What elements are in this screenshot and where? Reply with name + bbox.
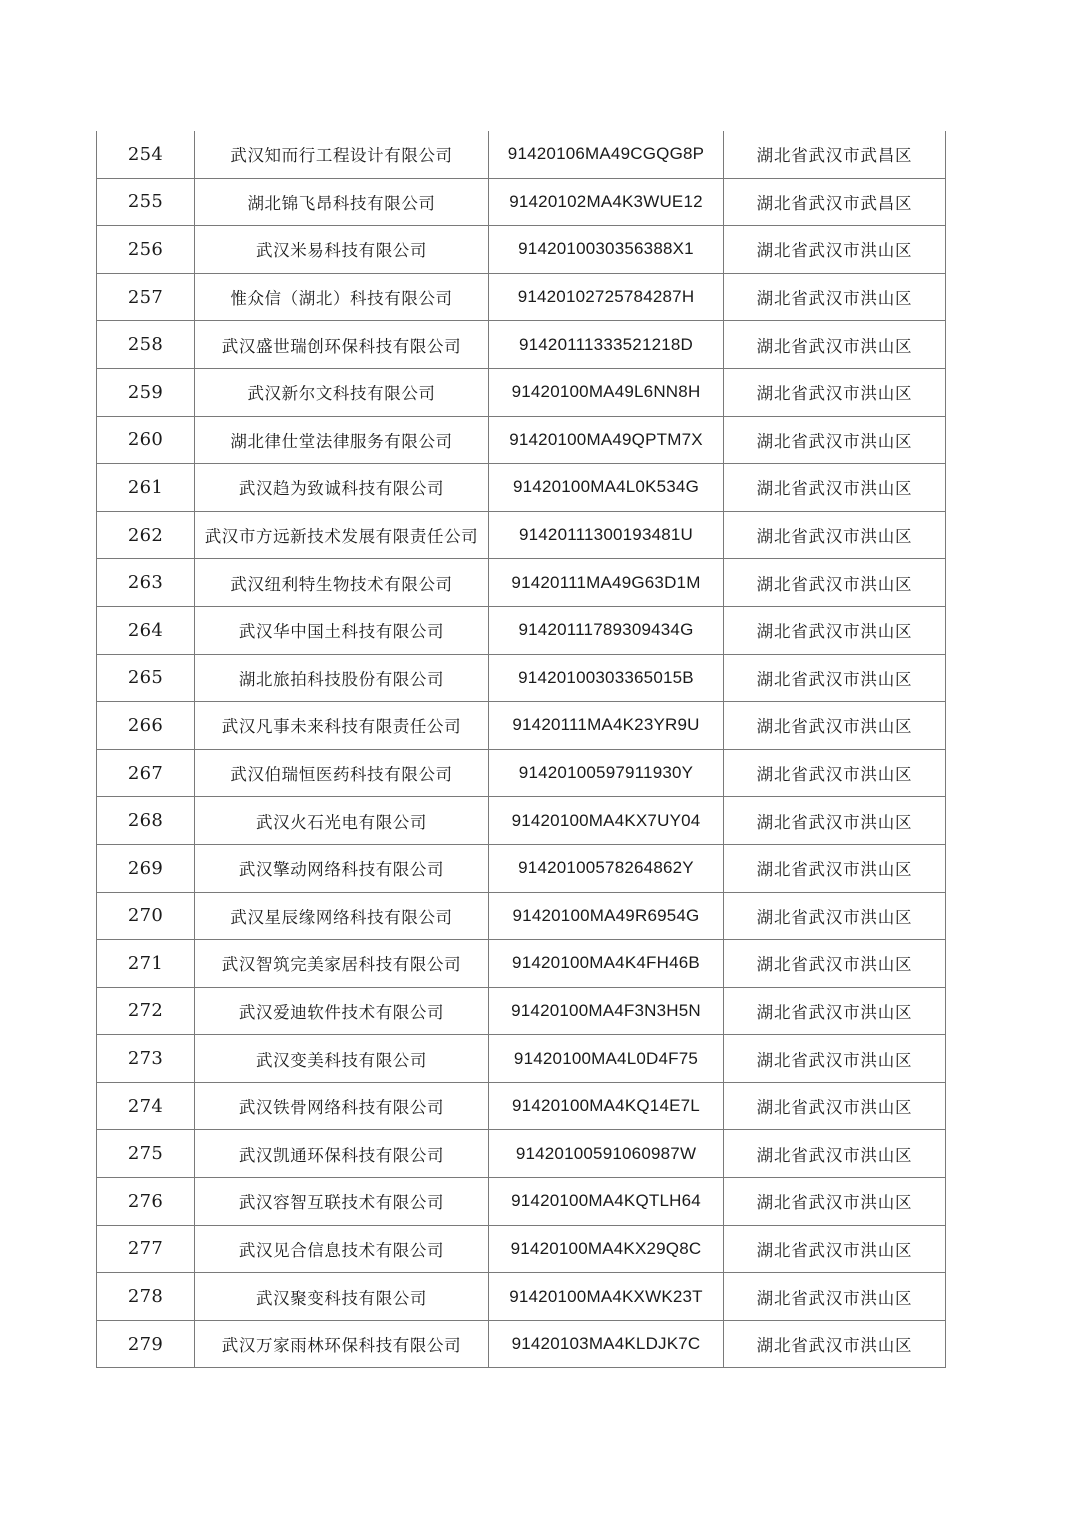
credit-code: 9142010030356388X1 xyxy=(489,226,724,274)
company-name: 武汉凯通环保科技有限公司 xyxy=(195,1130,489,1178)
company-location: 湖北省武汉市洪山区 xyxy=(724,464,946,512)
company-location: 湖北省武汉市洪山区 xyxy=(724,654,946,702)
company-name: 武汉趋为致诚科技有限公司 xyxy=(195,464,489,512)
credit-code: 91420100MA4KX29Q8C xyxy=(489,1225,724,1273)
company-location: 湖北省武汉市洪山区 xyxy=(724,940,946,988)
row-number: 272 xyxy=(97,987,195,1035)
company-location: 湖北省武汉市洪山区 xyxy=(724,1130,946,1178)
company-name: 武汉伯瑞恒医药科技有限公司 xyxy=(195,749,489,797)
credit-code: 91420102725784287H xyxy=(489,273,724,321)
table-row xyxy=(97,321,946,369)
row-number: 271 xyxy=(97,940,195,988)
row-number: 258 xyxy=(97,321,195,369)
row-number: 261 xyxy=(97,464,195,512)
credit-code: 91420100MA4KQTLH64 xyxy=(489,1178,724,1226)
company-name: 武汉擎动网络科技有限公司 xyxy=(195,844,489,892)
row-number: 277 xyxy=(97,1225,195,1273)
credit-code: 91420100591060987W xyxy=(489,1130,724,1178)
company-location: 湖北省武汉市洪山区 xyxy=(724,749,946,797)
company-location: 湖北省武汉市洪山区 xyxy=(724,1178,946,1226)
row-number: 276 xyxy=(97,1178,195,1226)
company-location: 湖北省武汉市洪山区 xyxy=(724,511,946,559)
company-location: 湖北省武汉市洪山区 xyxy=(724,1320,946,1368)
company-name: 武汉变美科技有限公司 xyxy=(195,1035,489,1083)
company-location: 湖北省武汉市洪山区 xyxy=(724,606,946,654)
table-row xyxy=(97,226,946,274)
row-number: 263 xyxy=(97,559,195,607)
table-row xyxy=(97,1178,946,1226)
company-name: 武汉智筑完美家居科技有限公司 xyxy=(195,940,489,988)
company-location: 湖北省武汉市洪山区 xyxy=(724,273,946,321)
row-number: 259 xyxy=(97,368,195,416)
credit-code: 91420100MA4K4FH46B xyxy=(489,940,724,988)
row-number: 279 xyxy=(97,1320,195,1368)
company-location: 湖北省武汉市洪山区 xyxy=(724,226,946,274)
row-number: 270 xyxy=(97,892,195,940)
company-location: 湖北省武汉市洪山区 xyxy=(724,321,946,369)
company-name: 武汉铁骨网络科技有限公司 xyxy=(195,1082,489,1130)
credit-code: 91420100MA4L0K534G xyxy=(489,464,724,512)
row-number: 268 xyxy=(97,797,195,845)
table-row xyxy=(97,1082,946,1130)
company-name: 武汉华中国土科技有限公司 xyxy=(195,606,489,654)
credit-code: 91420111789309434G xyxy=(489,606,724,654)
credit-code: 91420100MA4L0D4F75 xyxy=(489,1035,724,1083)
credit-code: 91420100MA49R6954G xyxy=(489,892,724,940)
credit-code: 91420111MA49G63D1M xyxy=(489,559,724,607)
row-number: 264 xyxy=(97,606,195,654)
company-location: 湖北省武汉市洪山区 xyxy=(724,844,946,892)
company-name: 武汉新尔文科技有限公司 xyxy=(195,368,489,416)
row-number: 256 xyxy=(97,226,195,274)
table-row xyxy=(97,511,946,559)
credit-code: 91420100597911930Y xyxy=(489,749,724,797)
company-list-table xyxy=(96,131,946,1368)
table-row xyxy=(97,844,946,892)
company-location: 湖北省武汉市武昌区 xyxy=(724,131,946,178)
credit-code: 91420100MA49QPTM7X xyxy=(489,416,724,464)
table-row xyxy=(97,892,946,940)
table-row xyxy=(97,797,946,845)
table-row xyxy=(97,464,946,512)
credit-code: 91420111MA4K23YR9U xyxy=(489,702,724,750)
company-name: 武汉火石光电有限公司 xyxy=(195,797,489,845)
table-row xyxy=(97,702,946,750)
company-name: 武汉凡事未来科技有限责任公司 xyxy=(195,702,489,750)
company-location: 湖北省武汉市洪山区 xyxy=(724,1273,946,1321)
credit-code: 91420100MA4KX7UY04 xyxy=(489,797,724,845)
row-number: 278 xyxy=(97,1273,195,1321)
company-location: 湖北省武汉市洪山区 xyxy=(724,1082,946,1130)
table-row xyxy=(97,1273,946,1321)
row-number: 273 xyxy=(97,1035,195,1083)
company-name: 武汉知而行工程设计有限公司 xyxy=(195,131,489,178)
company-location: 湖北省武汉市洪山区 xyxy=(724,368,946,416)
company-name: 武汉爱迪软件技术有限公司 xyxy=(195,987,489,1035)
row-number: 267 xyxy=(97,749,195,797)
company-name: 武汉聚变科技有限公司 xyxy=(195,1273,489,1321)
row-number: 275 xyxy=(97,1130,195,1178)
table-row xyxy=(97,749,946,797)
company-name: 武汉市方远新技术发展有限责任公司 xyxy=(195,511,489,559)
company-name: 武汉万家雨林环保科技有限公司 xyxy=(195,1320,489,1368)
company-location: 湖北省武汉市洪山区 xyxy=(724,892,946,940)
company-name: 武汉星辰缘网络科技有限公司 xyxy=(195,892,489,940)
table-row xyxy=(97,940,946,988)
table-row xyxy=(97,131,946,178)
row-number: 265 xyxy=(97,654,195,702)
company-location: 湖北省武汉市洪山区 xyxy=(724,416,946,464)
credit-code: 91420100578264862Y xyxy=(489,844,724,892)
table-row xyxy=(97,559,946,607)
row-number: 260 xyxy=(97,416,195,464)
row-number: 266 xyxy=(97,702,195,750)
row-number: 257 xyxy=(97,273,195,321)
company-location: 湖北省武汉市洪山区 xyxy=(724,987,946,1035)
company-name: 湖北锦飞昂科技有限公司 xyxy=(195,178,489,226)
company-location: 湖北省武汉市洪山区 xyxy=(724,1035,946,1083)
credit-code: 91420111333521218D xyxy=(489,321,724,369)
company-name: 湖北旅拍科技股份有限公司 xyxy=(195,654,489,702)
table-row xyxy=(97,1130,946,1178)
company-name: 湖北律仕堂法律服务有限公司 xyxy=(195,416,489,464)
row-number: 254 xyxy=(97,131,195,178)
table-row xyxy=(97,1225,946,1273)
row-number: 274 xyxy=(97,1082,195,1130)
company-location: 湖北省武汉市洪山区 xyxy=(724,797,946,845)
credit-code: 91420100MA4KXWK23T xyxy=(489,1273,724,1321)
company-location: 湖北省武汉市洪山区 xyxy=(724,559,946,607)
company-location: 湖北省武汉市洪山区 xyxy=(724,702,946,750)
credit-code: 91420100MA49L6NN8H xyxy=(489,368,724,416)
company-name: 武汉盛世瑞创环保科技有限公司 xyxy=(195,321,489,369)
table-row xyxy=(97,273,946,321)
table-row xyxy=(97,416,946,464)
credit-code: 91420100303365015B xyxy=(489,654,724,702)
credit-code: 91420100MA4KQ14E7L xyxy=(489,1082,724,1130)
credit-code: 91420111300193481U xyxy=(489,511,724,559)
row-number: 255 xyxy=(97,178,195,226)
row-number: 269 xyxy=(97,844,195,892)
table-row xyxy=(97,368,946,416)
credit-code: 91420106MA49CGQG8P xyxy=(489,131,724,178)
company-location: 湖北省武汉市武昌区 xyxy=(724,178,946,226)
table-row xyxy=(97,1035,946,1083)
company-name: 惟众信（湖北）科技有限公司 xyxy=(195,273,489,321)
credit-code: 91420102MA4K3WUE12 xyxy=(489,178,724,226)
table-row xyxy=(97,654,946,702)
company-name: 武汉见合信息技术有限公司 xyxy=(195,1225,489,1273)
company-name: 武汉米易科技有限公司 xyxy=(195,226,489,274)
row-number: 262 xyxy=(97,511,195,559)
credit-code: 91420100MA4F3N3H5N xyxy=(489,987,724,1035)
table-row xyxy=(97,178,946,226)
table-row xyxy=(97,1320,946,1368)
table-row xyxy=(97,987,946,1035)
table-row xyxy=(97,606,946,654)
table-body xyxy=(97,131,946,1368)
credit-code: 91420103MA4KLDJK7C xyxy=(489,1320,724,1368)
company-name: 武汉纽利特生物技术有限公司 xyxy=(195,559,489,607)
company-name: 武汉容智互联技术有限公司 xyxy=(195,1178,489,1226)
company-location: 湖北省武汉市洪山区 xyxy=(724,1225,946,1273)
